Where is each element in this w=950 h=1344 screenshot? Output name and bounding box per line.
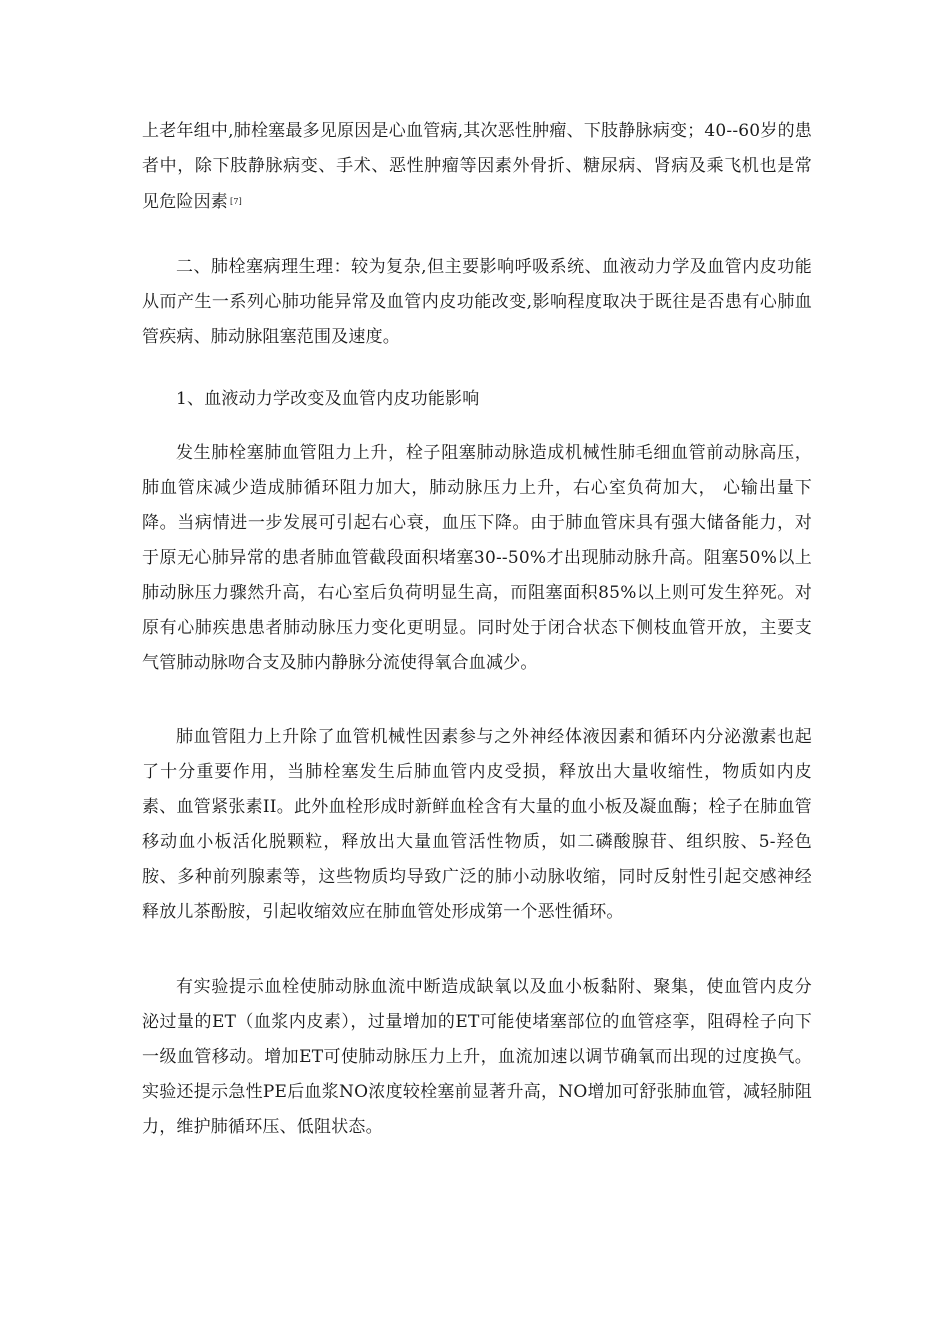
paragraph-risk-factors <box>142 114 812 220</box>
paragraph-hemodynamic-changes: 发生肺栓塞肺血管阻力上升，栓子阻塞肺动脉造成机械性肺毛细血管前动脉高压，肺血管床减少造成肺循环阻力加大，肺动脉压力上升，右心室负荷加大， 心输出量下降。当病情进一步发展可引起右心衰，血压下降。由于肺血管床具有强大储备能力，对于原无心肺异常的患者肺血管截段面积堵塞30--50%才出现肺动脉升高。阻塞50%以上肺动脉压力骤然升高，右心室后负荷明显生高，而阻塞面积85%以上则可发生猝死。对原有心肺疾患患者肺动脉压力变化更明显。同时处于闭合状态下侧枝血管开放，主要支气管肺动脉吻合支及肺内静脉分流使得氧合血减少。 <box>142 443 812 673</box>
paragraph-pathophysiology: 二、肺栓塞病理生理：较为复杂,但主要影响呼吸系统、血液动力学及血管内皮功能从而产生一系列心肺功能异常及血管内皮功能改变,影响程度取决于既往是否患有心肺血管疾病、肺动脉阻塞范围及速度。 <box>142 257 812 347</box>
section-heading-hemodynamics: 1、血液动力学改变及血管内皮功能影响 <box>176 389 480 409</box>
paragraph-neurohumoral-factors: 肺血管阻力上升除了血管机械性因素参与之外神经体液因素和循环内分泌激素也起了十分重要作用，当肺栓塞发生后肺血管内皮受损，释放出大量收缩性，物质如内皮素、血管紧张素II。此外血栓形成时新鲜血栓含有大量的血小板及凝血酶；栓子在肺血管移动血小板活化脱颗粒，释放出大量血管活性物质，如二磷酸腺苷、组织胺、5-羟色胺、多种前列腺素等，这些物质均导致广泛的肺小动脉收缩，同时反射性引起交感神经释放儿茶酚胺，引起收缩效应在肺血管处形成第一个恶性循环。 <box>142 727 812 922</box>
paragraph-risk-factors-text: 上老年组中,肺栓塞最多见原因是心血管病,其次恶性肿瘤、下肢静脉病变；40--60岁的患者中，除下肢静脉病变、手术、恶性肿瘤等因素外骨折、糖尿病、肾病及乘飞机也是常见危险因素 <box>142 121 812 212</box>
citation-reference: [7] <box>230 197 242 206</box>
paragraph-experimental-findings: 有实验提示血栓使肺动脉血流中断造成缺氧以及血小板黏附、聚集，使血管内皮分泌过量的ET（血浆内皮素），过量增加的ET可能使堵塞部位的血管痉挛，阻碍栓子向下一级血管移动。增加ET可使肺动脉压力上升，血流加速以调节确氧而出现的过度换气。实验还提示急性PE后血浆NO浓度较栓塞前显著升高，NO增加可舒张肺血管，减轻肺阻力，维护肺循环压、低阻状态。 <box>142 977 812 1137</box>
